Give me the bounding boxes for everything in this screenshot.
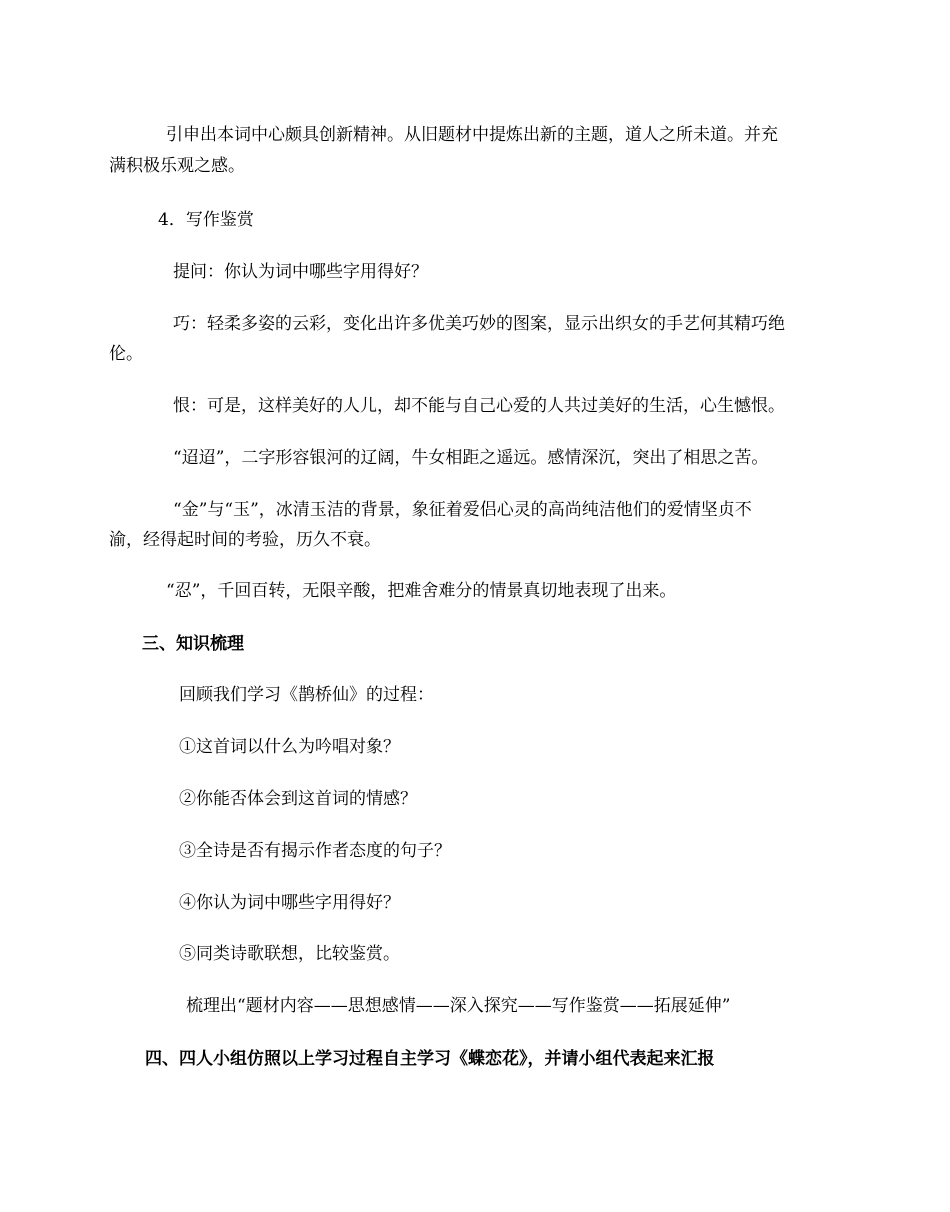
section-heading: 三、知识梳理 bbox=[142, 634, 244, 654]
paragraph-line: 引申出本词中心颇具创新精神。从旧题材中提炼出新的主题，道人之所未道。并充 bbox=[166, 125, 778, 145]
list-item: ④你认为词中哪些字用得好？ bbox=[179, 893, 400, 913]
paragraph-line: 提问：你认为词中哪些字用得好？ bbox=[173, 262, 428, 282]
paragraph-line: 伦。 bbox=[109, 344, 143, 364]
paragraph-line: “金”与“玉”，冰清玉洁的背景，象征着爱侣心灵的高尚纯洁他们的爱情坚贞不 bbox=[173, 500, 752, 520]
paragraph-line: 渝，经得起时间的考验，历久不衰。 bbox=[109, 530, 381, 550]
section-heading: 四、四人小组仿照以上学习过程自主学习《蝶恋花》，并请小组代表起来汇报 bbox=[145, 1049, 715, 1069]
list-item: ②你能否体会到这首词的情感？ bbox=[179, 789, 417, 809]
paragraph-line: “忍”，千回百转，无限辛酸，把难舍难分的情景真切地表现了出来。 bbox=[166, 581, 677, 601]
paragraph-line: 满积极乐观之感。 bbox=[109, 156, 245, 176]
section-intro: 回顾我们学习《鹊桥仙》的过程： bbox=[179, 685, 434, 705]
list-item: ①这首词以什么为吟唱对象？ bbox=[179, 737, 400, 757]
list-item: ⑤同类诗歌联想，比较鉴赏。 bbox=[179, 944, 400, 964]
list-item: ③全诗是否有揭示作者态度的句子？ bbox=[179, 841, 451, 861]
paragraph-line: 巧：轻柔多姿的云彩，变化出许多优美巧妙的图案，显示出织女的手艺何其精巧绝 bbox=[173, 314, 785, 334]
paragraph-line: “迢迢”，二字形容银河的辽阔，牛女相距之遥远。感情深沉，突出了相思之苦。 bbox=[173, 448, 769, 468]
paragraph-line: 恨：可是，这样美好的人儿，却不能与自己心爱的人共过美好的生活，心生憾恨。 bbox=[173, 396, 785, 416]
section-summary: 梳理出“题材内容——思想感情——深入探究——写作鉴赏——拓展延伸” bbox=[186, 996, 731, 1016]
subsection-heading: 4．写作鉴赏 bbox=[158, 210, 254, 230]
